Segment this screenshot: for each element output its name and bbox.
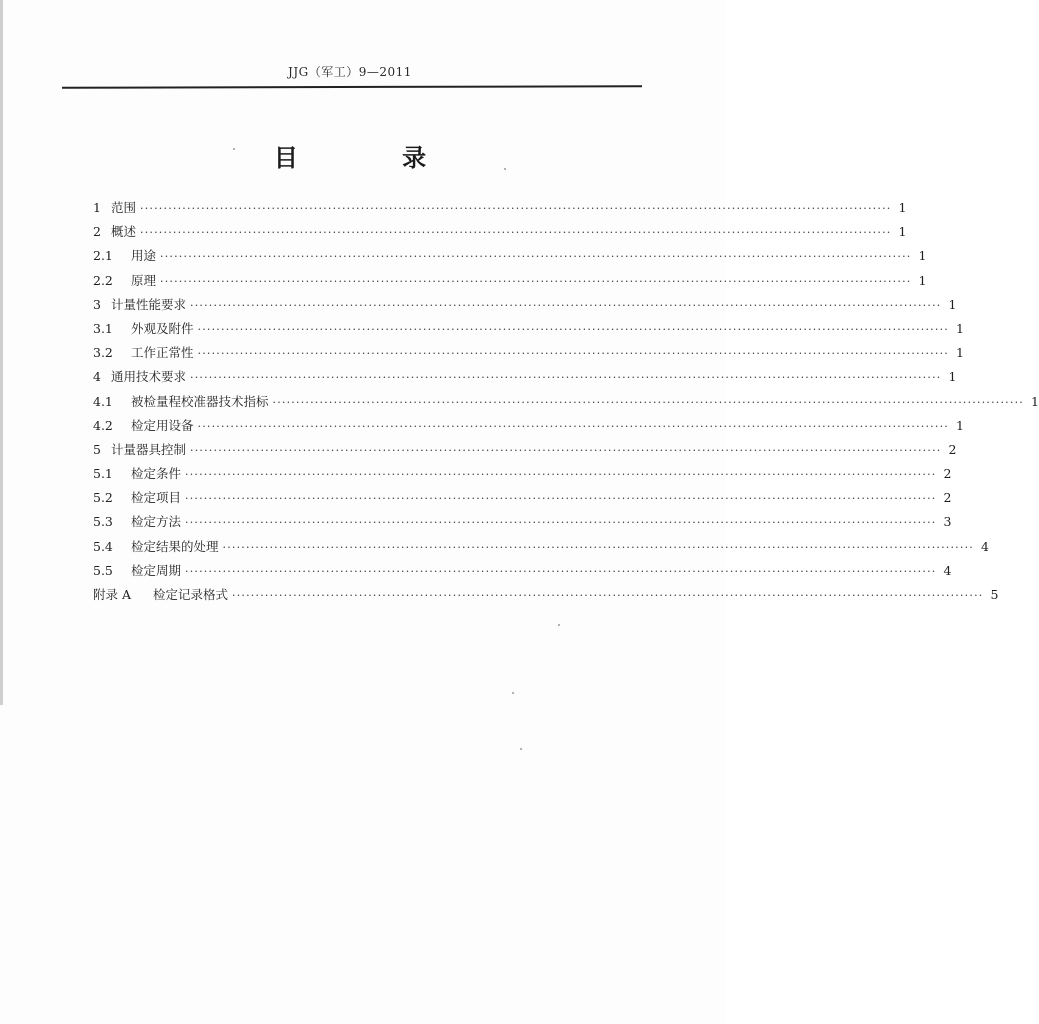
toc-entry-number: 4.2 [93, 417, 113, 433]
toc-entry [93, 246, 927, 270]
scan-speck [233, 148, 235, 150]
toc-dot-leader: ································································································································································ [185, 468, 937, 482]
toc-entry-label: 工作正常性 [131, 345, 194, 361]
toc-entry-label: 检定周期 [131, 562, 182, 578]
toc-entry-number: 5 [93, 441, 101, 457]
toc-dot-leader: ································································································································································ [140, 202, 892, 215]
toc-entry-label: 检定记录格式 [153, 587, 229, 602]
toc-entry-page: 1 [948, 296, 957, 312]
toc-dot-leader: ································································································································································ [185, 564, 937, 578]
toc-entry-label: 检定项目 [131, 490, 182, 506]
toc-entry-label: 范围 [111, 200, 137, 215]
toc-dot-leader: ································································································································································ [232, 589, 984, 602]
toc-dot-leader: ································································································································································ [160, 274, 912, 288]
toc-entry-number: 5.1 [93, 466, 113, 482]
toc-dot-leader: ································································································································································ [185, 516, 937, 530]
toc-entry-label: 计量性能要求 [111, 296, 187, 312]
scan-speck [520, 748, 522, 750]
toc-entry-number: 5.4 [93, 538, 113, 554]
scan-speck [558, 624, 560, 626]
toc-entry-page: 2 [943, 466, 952, 482]
toc-entry-label: 检定方法 [131, 514, 182, 530]
toc-entry [93, 416, 964, 440]
toc-entry [93, 488, 952, 512]
toc-entry-page: 1 [1031, 393, 1039, 409]
toc-entry-number: 附录 A [93, 587, 132, 602]
toc-entry [93, 537, 989, 561]
scan-speck [512, 692, 514, 694]
toc-entry-label: 计量器具控制 [111, 441, 187, 457]
toc-entry-number: 3 [93, 296, 101, 312]
toc-entry-page: 1 [956, 345, 964, 361]
toc-entry-page: 1 [918, 248, 927, 264]
toc-entry-number: 5.5 [93, 562, 113, 578]
toc-dot-leader: ································································································································································ [185, 492, 937, 506]
toc-entry [93, 440, 957, 464]
toc-entry-label: 检定结果的处理 [131, 538, 219, 554]
toc-entry [93, 367, 957, 391]
scan-edge [0, 0, 3, 705]
toc-entry-label: 用途 [131, 248, 157, 264]
toc-entry [93, 343, 964, 367]
toc-entry-number: 1 [93, 200, 101, 215]
toc-entry [93, 222, 907, 246]
toc-entry-page: 1 [898, 224, 907, 240]
toc-entry-label: 通用技术要求 [111, 369, 187, 385]
toc-entry-label: 原理 [131, 272, 157, 288]
toc-dot-leader: ································································································································································ [222, 540, 974, 554]
toc-entry-number: 2.2 [93, 272, 113, 288]
toc-entry [93, 561, 952, 585]
toc-entry [93, 295, 957, 319]
toc-dot-leader: ································································································································································ [160, 250, 912, 264]
header-rule [62, 85, 642, 89]
toc-entry-page: 2 [948, 441, 957, 457]
toc-entry-number: 3.1 [93, 320, 113, 336]
toc-dot-leader: ································································································································································ [197, 322, 949, 336]
toc-entry-page: 2 [943, 490, 952, 506]
toc-entry-page: 1 [956, 320, 964, 336]
toc-dot-leader: ································································································································································ [190, 371, 942, 385]
toc-entry-label: 被检量程校准器技术指标 [131, 393, 269, 409]
toc-entry-number: 2 [93, 224, 101, 240]
toc-dot-leader: ································································································································································ [140, 226, 892, 240]
toc-entry-page: 5 [990, 587, 999, 602]
toc-dot-leader: ································································································································································ [190, 443, 942, 457]
toc-entry-page: 4 [943, 562, 952, 578]
toc-entry-label: 检定条件 [131, 466, 182, 482]
toc-entry-page: 1 [898, 200, 907, 215]
toc-dot-leader: ································································································································································ [197, 347, 949, 361]
toc-title: 目 录 [273, 143, 475, 172]
toc-entry-page: 4 [981, 538, 989, 554]
toc-dot-leader: ································································································································································ [190, 298, 942, 312]
toc-entry [93, 198, 907, 222]
toc-entry [93, 271, 927, 295]
toc-entry-page: 1 [956, 417, 964, 433]
toc-entry [93, 392, 1039, 416]
toc-list [93, 198, 1039, 609]
toc-entry-label: 检定用设备 [131, 417, 194, 433]
scan-speck [504, 168, 506, 170]
toc-entry-page: 3 [943, 514, 952, 530]
toc-entry-page: 1 [918, 272, 927, 288]
toc-entry-number: 5.2 [93, 490, 113, 506]
standard-code-header: JJG（军工）9—2011 [288, 65, 412, 79]
toc-entry [93, 319, 964, 343]
toc-entry [93, 512, 952, 536]
toc-entry [93, 585, 999, 609]
toc-entry-label: 外观及附件 [131, 320, 194, 336]
toc-dot-leader: ································································································································································ [272, 395, 1024, 409]
toc-entry-number: 2.1 [93, 248, 113, 264]
toc-dot-leader: ································································································································································ [197, 419, 949, 433]
toc-entry-label: 概述 [111, 224, 137, 240]
toc-entry [93, 464, 952, 488]
toc-entry-number: 5.3 [93, 514, 113, 530]
toc-entry-number: 4.1 [93, 393, 113, 409]
toc-entry-number: 3.2 [93, 345, 113, 361]
toc-entry-page: 1 [948, 369, 957, 385]
toc-entry-number: 4 [93, 369, 101, 385]
